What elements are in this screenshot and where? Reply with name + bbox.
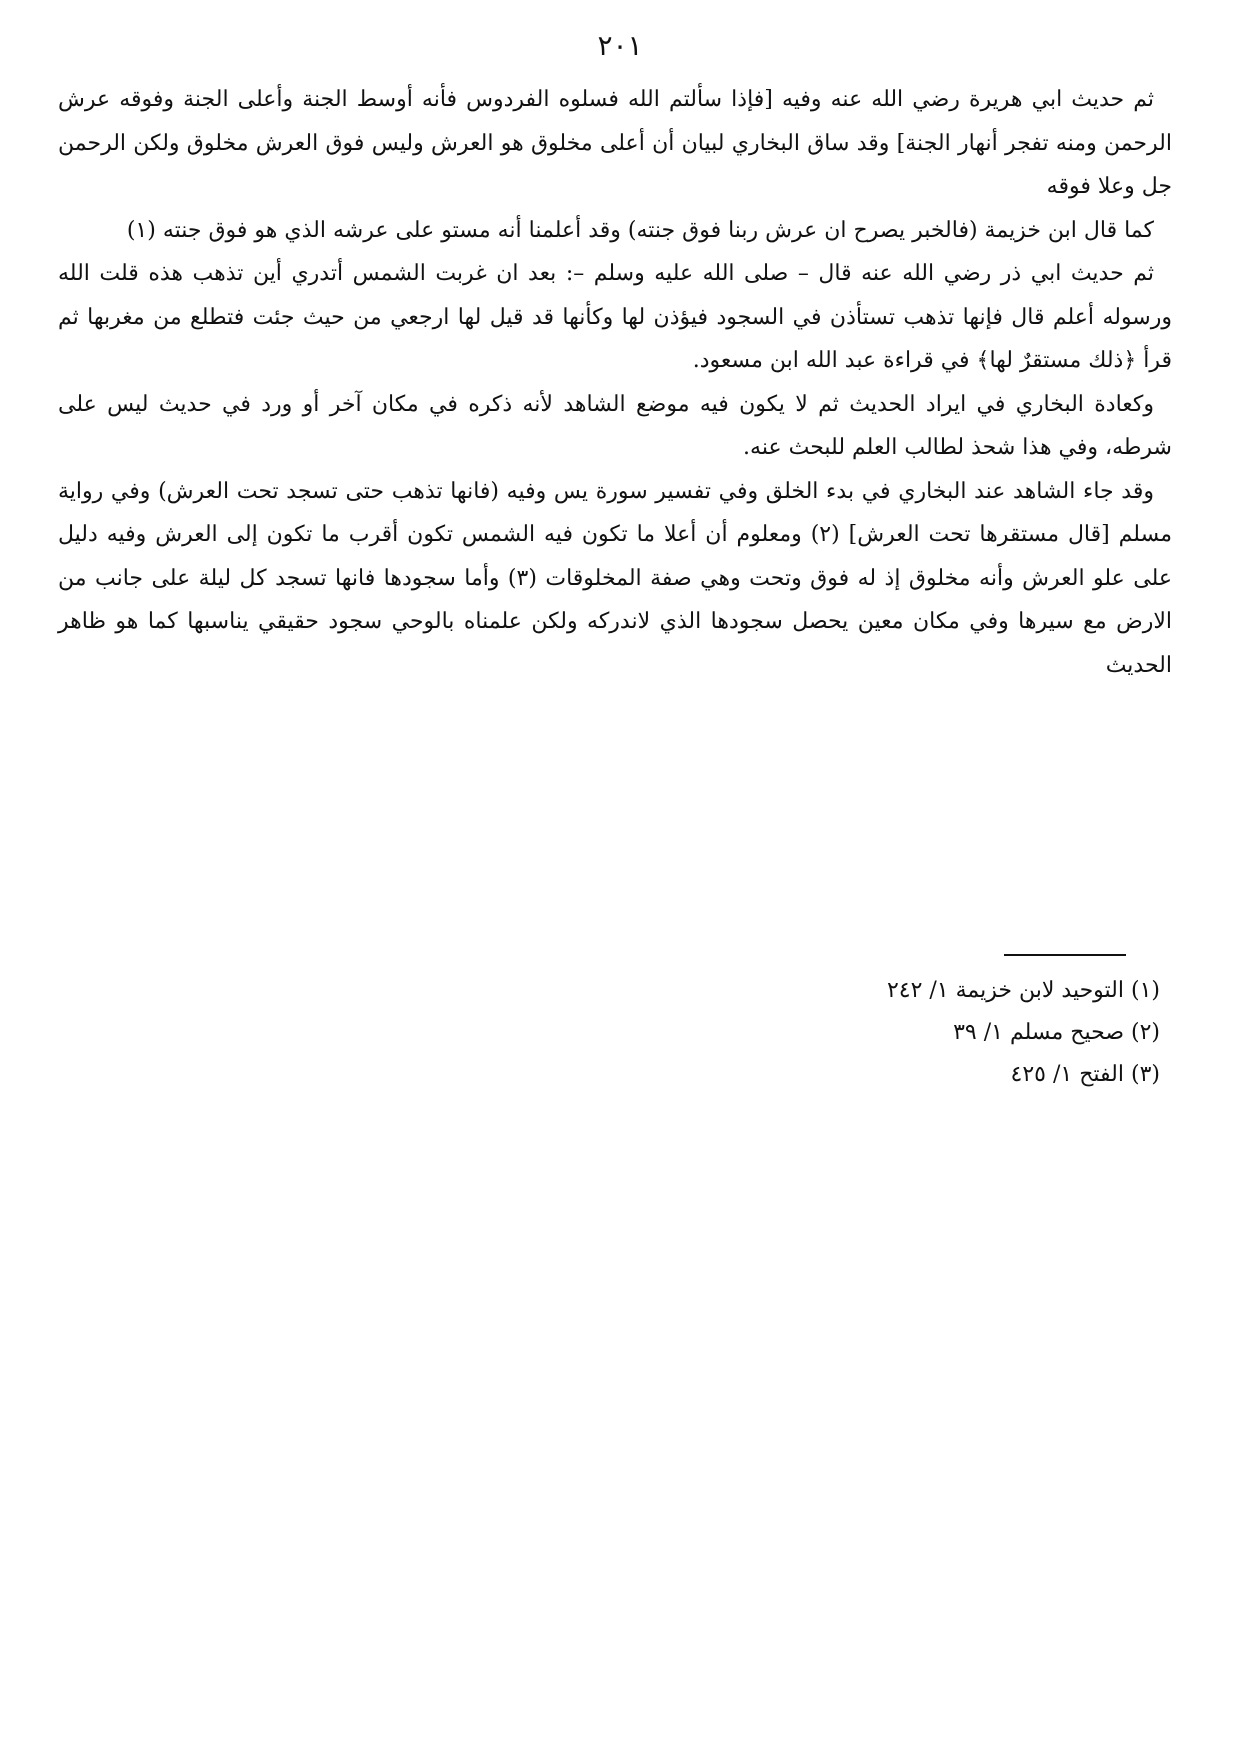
page-number: ٢٠١ [597,29,643,62]
footnote: (٣) الفتح ١/ ٤٢٥ [1010,1062,1160,1087]
paragraph: كما قال ابن خزيمة (فالخبر يصرح ان عرش ربنا فوق جنته) وقد أعلمنا أنه مستو على عرشه الذي هو فوق جنته (١) [126,217,1154,243]
footnotes [640,970,1160,1096]
footnote-divider [1004,954,1126,956]
footnote: (١) التوحيد لابن خزيمة ١/ ٢٤٢ [886,978,1160,1003]
footnote: (٢) صحيح مسلم ١/ ٣٩ [953,1020,1160,1045]
body-text [58,78,1172,687]
paragraph: ثم حديث ابي ذر رضي الله عنه قال – صلى الله عليه وسلم –: بعد ان غربت الشمس أتدري أين تذهب هذه قلت الله ورسوله أعلم قال فإنها تذهب تستأذن في السجود فيؤذن لها وكأنها قد قيل لها ارجعي من حيث جئت فتطلع من مغربها ثم قرأ ﴿ذلك مستقرٌ لها﴾ في قراءة عبد الله ابن مسعود. [58,261,1172,373]
paragraph: وكعادة البخاري في ايراد الحديث ثم لا يكون فيه موضع الشاهد لأنه ذكره في مكان آخر أو ورد في حديث ليس على شرطه، وفي هذا شحذ لطالب العلم للبحث عنه. [58,391,1172,460]
paragraph: ثم حديث ابي هريرة رضي الله عنه وفيه [فإذا سألتم الله فسلوه الفردوس فأنه أوسط الجنة وأعلى الجنة وفوقه عرش الرحمن ومنه تفجر أنهار الجنة] وقد ساق البخاري لبيان أن أعلى مخلوق هو العرش وليس فوق العرش مخلوق ولكن الرحمن جل وعلا فوقه [58,87,1172,199]
paragraph: وقد جاء الشاهد عند البخاري في بدء الخلق وفي تفسير سورة يس وفيه (فانها تذهب حتى تسجد تحت العرش) وفي رواية مسلم [قال مستقرها تحت العرش] (٢) ومعلوم أن أعلا ما تكون فيه الشمس تكون أقرب ما تكون إلى العرش وفيه دليل على علو العرش وأنه مخلوق إذ له فوق وتحت وهي صفة المخلوقات (٣) وأما سجودها فانها تسجد كل ليلة على جانب من الارض مع سيرها وفي مكان معين يحصل سجودها الذي لاندركه ولكن علمناه بالوحي سجود حقيقي يناسبها كما هو ظاهر الحديث [58,478,1172,678]
